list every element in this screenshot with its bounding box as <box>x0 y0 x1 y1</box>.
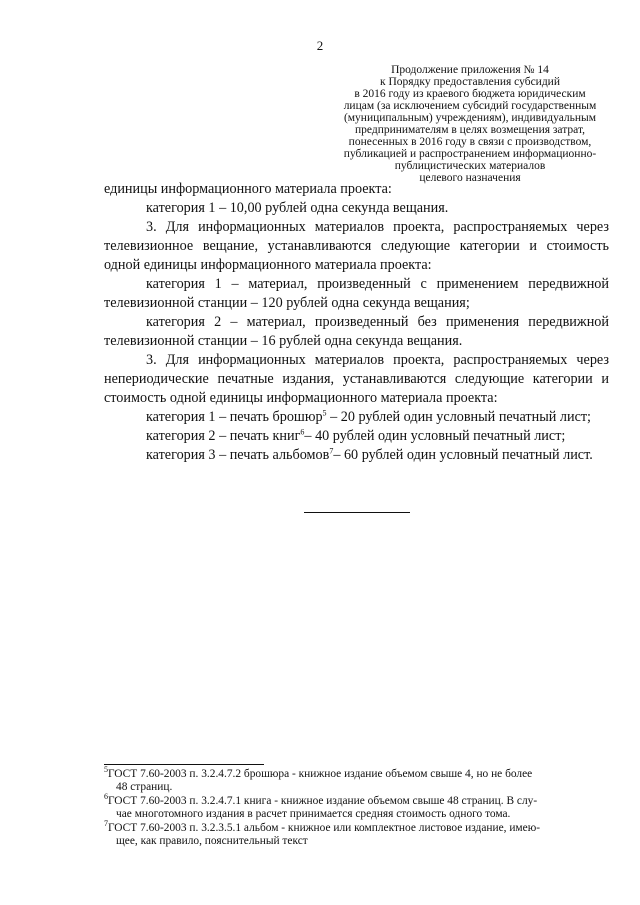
footnote-text-continued: щее, как правило, пояснительный текст <box>116 834 308 847</box>
appendix-header <box>330 64 610 184</box>
footnote-number: 6 <box>104 792 108 802</box>
paragraph-category-1 <box>104 408 609 427</box>
appendix-header-line: целевого назначения <box>419 172 521 184</box>
footnote-ref: 5 <box>322 408 327 418</box>
footnote-text: ГОСТ 7.60-2003 п. 3.2.4.7.2 брошюра - книжное издание объемом свыше 4, но не более <box>108 768 533 780</box>
paragraph: категория 1 – 10,00 рублей одна секунда вещания. <box>146 200 449 216</box>
section-separator <box>304 512 410 513</box>
footnote-text-continued: 48 страниц. <box>116 780 173 793</box>
paragraph-category-2 <box>104 427 609 446</box>
paragraph: 3. Для информационных материалов проекта, распространяемых через непериодические печатные издания, устанавливаются следующие категории и стоимость одной единицы информационного материала проекта: <box>104 352 609 406</box>
paragraph: категория 2 – материал, произведенный без применения передвижной телевизионной станции – 16 рублей одна секунда вещания. <box>104 314 609 349</box>
paragraph: категория 1 – материал, произведенный с применением передвижной телевизионной станции – 120 рублей одна секунда вещания; <box>104 276 609 311</box>
appendix-header-line: публикацией и распространением информационно- <box>343 148 597 160</box>
footnote-text: ГОСТ 7.60-2003 п. 3.2.4.7.1 книга - книжное издание объемом свыше 48 страниц. В слу- <box>108 795 538 807</box>
paragraph: единицы информационного материала проекта: <box>104 181 392 197</box>
paragraph-text: категория 3 – печать альбомов <box>146 447 330 463</box>
appendix-header-line: в 2016 году из краевого бюджета юридическим <box>354 88 586 100</box>
footnote-rule <box>104 764 264 765</box>
footnote-text-continued: чае многотомного издания в расчет принимается средняя стоимость одного тома. <box>116 807 511 820</box>
appendix-header-line: понесенных в 2016 году в связи с производством, <box>348 136 592 148</box>
appendix-header-line: Продолжение приложения № 14 <box>391 64 549 76</box>
paragraph-text: категория 1 – печать брошюр <box>146 409 323 425</box>
paragraph: 3. Для информационных материалов проекта, распространяемых через телевизионное вещание, устанавливаются следующие категории и стоимость одной единицы информационного материала проекта: <box>104 219 609 273</box>
document-body <box>104 180 609 465</box>
footnote-text: ГОСТ 7.60-2003 п. 3.2.3.5.1 альбом - книжное или комплектное листовое издание, имею- <box>108 822 541 834</box>
footnote-number: 5 <box>104 765 108 775</box>
footnote <box>104 765 609 793</box>
paragraph-category-3 <box>104 446 609 465</box>
paragraph-text: – 20 рублей один условный печатный лист; <box>326 409 592 425</box>
appendix-header-line: (муниципальным) учреждениям), индивидуальным <box>343 112 597 124</box>
appendix-header-line: к Порядку предоставления субсидий <box>380 76 560 88</box>
appendix-header-line: предпринимателям в целях возмещения затрат, <box>354 124 585 136</box>
appendix-header-line: публицистических материалов <box>394 160 546 172</box>
page-number: 2 <box>316 38 324 53</box>
paragraph-text: – 40 рублей один условный печатный лист; <box>304 428 566 444</box>
footnote-ref: 7 <box>329 446 334 456</box>
paragraph-text: – 60 рублей один условный печатный лист. <box>333 447 593 463</box>
footnote <box>104 819 609 847</box>
appendix-header-line: лицам (за исключением субсидий государственным <box>343 100 597 112</box>
footnote <box>104 792 609 820</box>
footnote-number: 7 <box>104 819 108 829</box>
paragraph-text: категория 2 – печать книг <box>146 428 301 444</box>
footnote-ref: 6 <box>300 427 305 437</box>
footnotes <box>104 765 609 849</box>
